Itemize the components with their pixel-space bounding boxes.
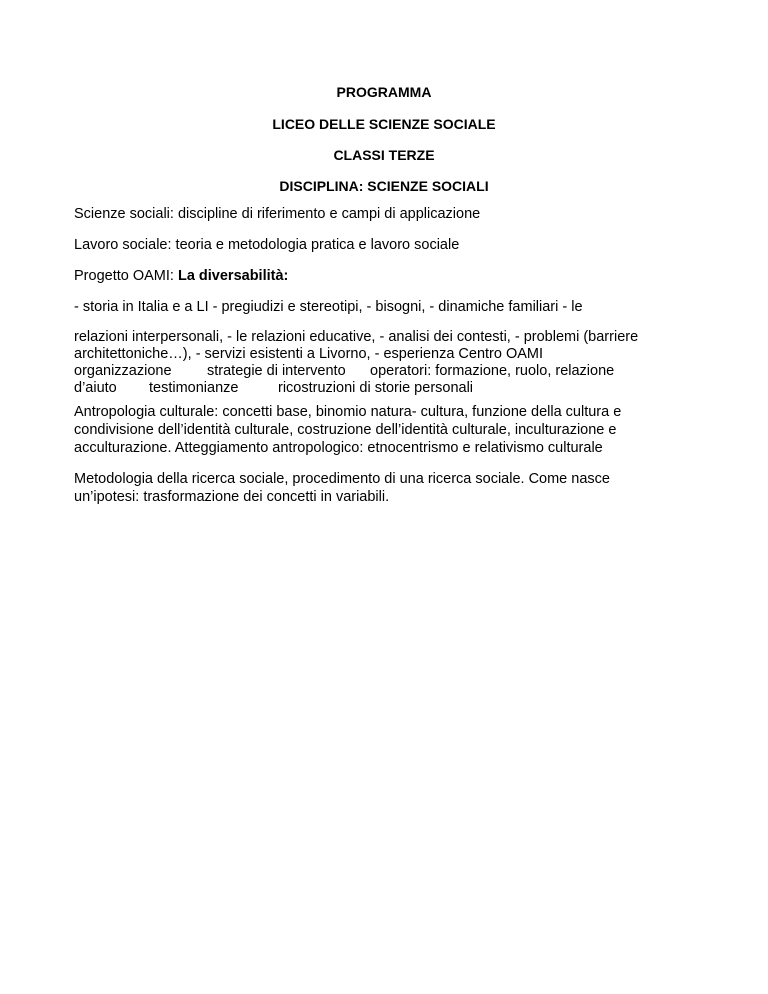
list-line-4: [74, 363, 694, 380]
list-item-ricostruzioni: ricostruzioni di storie personali: [278, 380, 474, 396]
list-item-organizzazione: organizzazione: [74, 363, 172, 379]
progetto-title: La diversabilità:: [177, 268, 289, 284]
list-item-testimonianze: testimonianze: [149, 380, 239, 396]
antropologia-line-3: acculturazione. Atteggiamento antropologico: etnocentrismo e relativismo culturale: [74, 440, 603, 456]
list-line-3: architettoniche…), - servizi esistenti a Livorno, - esperienza Centro OAMI: [74, 346, 544, 362]
paragraph-antropologia: [74, 403, 694, 457]
heading-liceo: LICEO DELLE SCIENZE SOCIALE: [272, 116, 496, 132]
metodologia-line-1: Metodologia della ricerca sociale, procedimento di una ricerca sociale. Come nasce: [74, 471, 610, 487]
heading-programma: PROGRAMMA: [336, 84, 432, 100]
paragraph-metodologia: [74, 470, 694, 506]
heading-classi: CLASSI TERZE: [333, 147, 435, 163]
list-line-2: relazioni interpersonali, - le relazioni educative, - analisi dei contesti, - problemi (barriere: [74, 329, 639, 345]
paragraph-lavoro-sociale: Lavoro sociale: teoria e metodologia pratica e lavoro sociale: [74, 237, 460, 253]
list-line-1: - storia in Italia e a LI - pregiudizi e stereotipi, - bisogni, - dinamiche familiari - le: [74, 299, 583, 315]
paragraph-progetto-oami: [74, 268, 288, 285]
list-item-strategie: strategie di intervento: [207, 363, 346, 379]
antropologia-line-2: condivisione dell’identità culturale, costruzione dell’identità culturale, inculturazione e: [74, 422, 617, 438]
list-line-5: [74, 380, 694, 397]
antropologia-line-1: Antropologia culturale: concetti base, binomio natura- cultura, funzione della cultura e: [74, 404, 622, 420]
list-item-operatori: operatori: formazione, ruolo, relazione: [370, 363, 615, 379]
list-block: [74, 329, 694, 397]
progetto-label: Progetto OAMI:: [74, 268, 178, 284]
metodologia-line-2: un’ipotesi: trasformazione dei concetti in variabili.: [74, 489, 390, 505]
heading-disciplina: DISCIPLINA: SCIENZE SOCIALI: [279, 178, 489, 194]
paragraph-scienze-sociali: Scienze sociali: discipline di riferimento e campi di applicazione: [74, 206, 481, 222]
list-item-aiuto: d’aiuto: [74, 380, 117, 396]
